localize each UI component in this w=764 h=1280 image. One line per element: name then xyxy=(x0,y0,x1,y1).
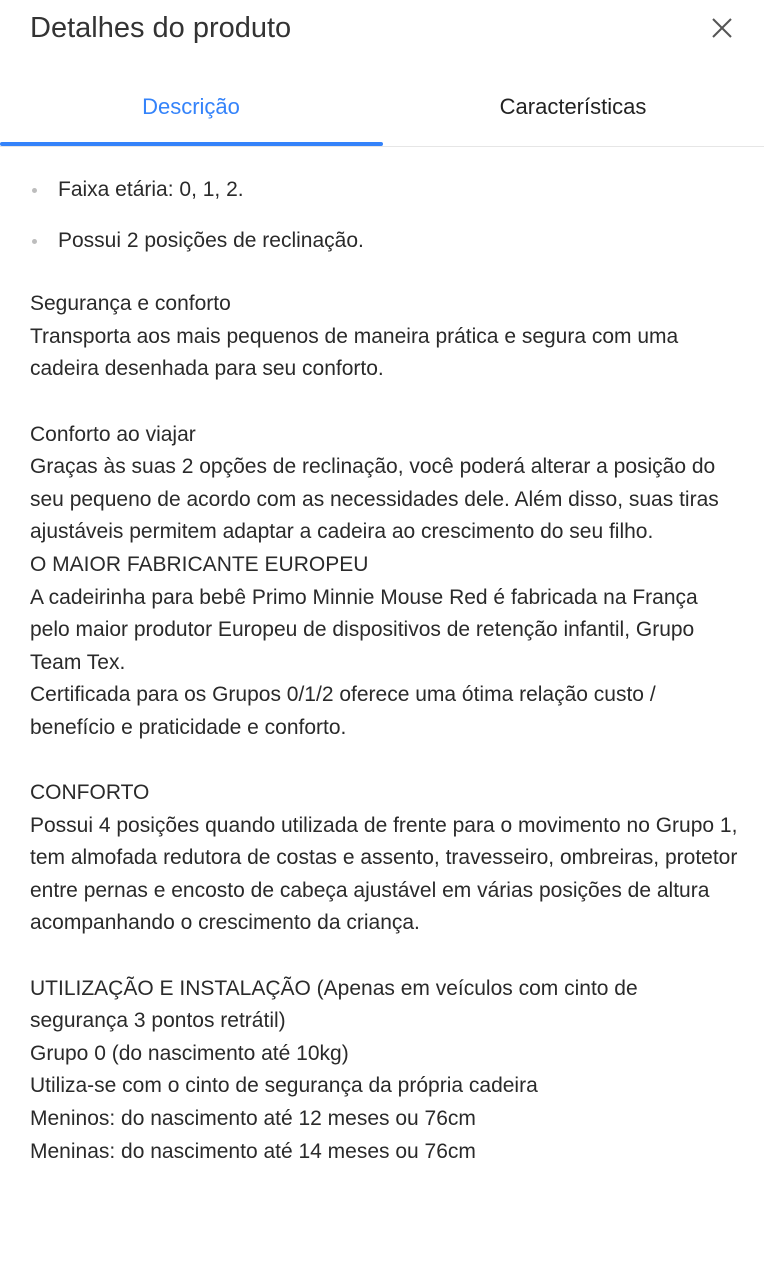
page-title: Detalhes do produto xyxy=(30,12,292,44)
close-icon xyxy=(711,17,733,39)
list-item: Possui 2 posições de reclinação. xyxy=(30,225,740,258)
feature-list xyxy=(30,174,740,257)
list-item: Faixa etária: 0, 1, 2. xyxy=(30,174,740,207)
description-text: Segurança e conforto Transporta aos mais pequenos de maneira prática e segura com uma cadeira desenhada para seu conforto. Conforto ao viajar Graças às suas 2 opções de reclinação, você poderá alterar a posição do seu pequeno de acordo com as necessidades dele. Além disso, suas tiras ajustáveis permitem adaptar a cadeira ao crescimento do seu filho. O MAIOR FABRICANTE EUROPEU A cadeirinha para bebê Primo Minnie Mouse Red é fabricada na França pelo maior produtor Europeu de dispositivos de retenção infantil, Grupo Team Tex. Certificada para os Grupos 0/1/2 oferece uma ótima relação custo / benefício e praticidade e conforto. CONFORTO Possui 4 posições quando utilizada de frente para o movimento no Grupo 1, tem almofada redutora de costas e assento, travesseiro, ombreiras, protetor entre pernas e encosto de cabeça ajustável em várias posições de altura acompanhando o crescimento da criança. UTILIZAÇÃO E INSTALAÇÃO (Apenas em veículos com cinto de segurança 3 pontos retrátil) Grupo 0 (do nascimento até 10kg) Utiliza-se com o cinto de segurança da própria cadeira Meninos: do nascimento até 12 meses ou 76cm Meninas: do nascimento até 14 meses ou 76cm xyxy=(30,292,738,1163)
close-button[interactable] xyxy=(706,12,738,44)
description-content xyxy=(30,150,740,1168)
active-tab-indicator xyxy=(0,142,383,146)
tab-bar xyxy=(0,70,764,147)
modal-header xyxy=(0,0,764,60)
tab-caracteristicas[interactable]: Características xyxy=(499,94,647,119)
tab-descricao[interactable]: Descrição xyxy=(142,94,240,119)
